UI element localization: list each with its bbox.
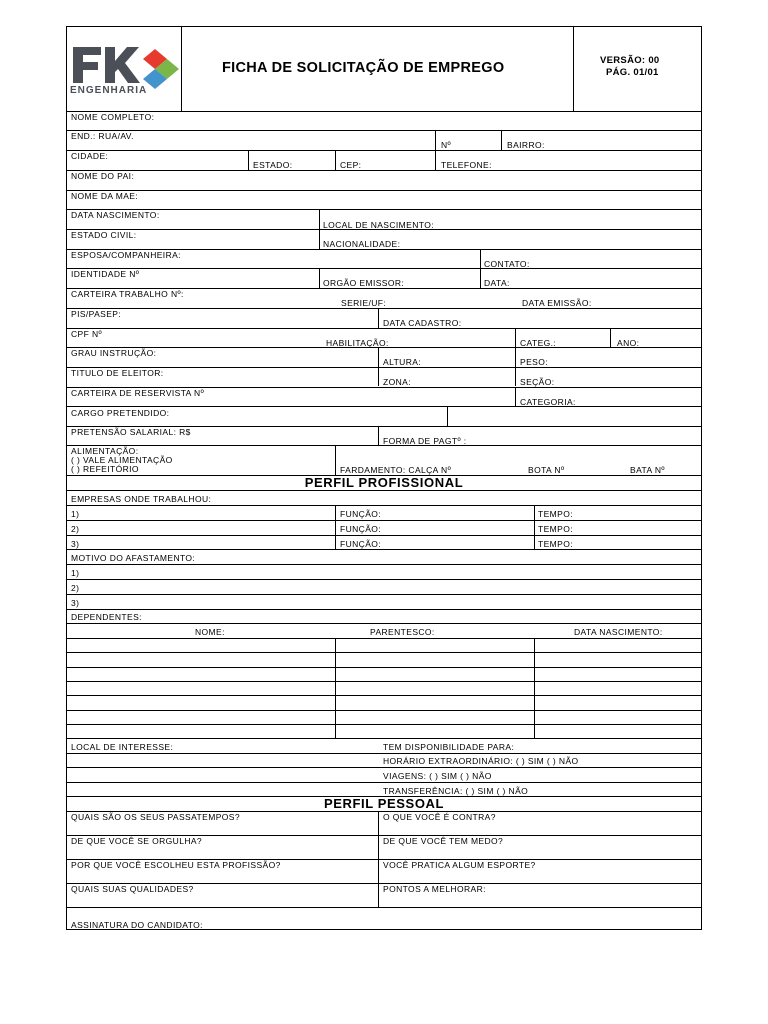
version-label: VERSÃO: 00 xyxy=(600,55,660,66)
field-esposa: ESPOSA/COMPANHEIRA: xyxy=(71,250,181,260)
field-dependentes: DEPENDENTES: xyxy=(71,612,142,622)
field-categoria: CATEGORIA: xyxy=(520,397,576,407)
question-orgulha: DE QUE VOCÊ SE ORGULHA? xyxy=(71,836,203,846)
field-identidade: IDENTIDADE Nº xyxy=(71,269,140,279)
field-data-cadastro: DATA CADASTRO: xyxy=(383,318,462,328)
empresa-item-3: 3) xyxy=(71,539,80,549)
field-estado: ESTADO: xyxy=(253,160,293,170)
field-local-nascimento: LOCAL DE NASCIMENTO: xyxy=(323,220,434,230)
option-horario[interactable]: HORÁRIO EXTRAORDINÁRIO: ( ) SIM ( ) NÃO xyxy=(383,756,579,766)
field-habilitacao: HABILITAÇÃO: xyxy=(326,338,389,348)
funcao-2: FUNÇÃO: xyxy=(340,524,382,534)
field-telefone: TELEFONE: xyxy=(441,160,492,170)
option-viagens[interactable]: VIAGENS: ( ) SIM ( ) NÃO xyxy=(383,771,492,781)
application-form xyxy=(66,26,702,930)
tempo-1: TEMPO: xyxy=(538,509,573,519)
question-qualidades: QUAIS SUAS QUALIDADES? xyxy=(71,884,194,894)
col-parentesco: PARENTESCO: xyxy=(370,627,435,637)
field-nome-completo: NOME COMPLETO: xyxy=(71,112,155,122)
field-cargo-pretendido: CARGO PRETENDIDO: xyxy=(71,408,170,418)
section-perfil-profissional: PERFIL PROFISSIONAL xyxy=(304,475,464,490)
field-data: DATA: xyxy=(484,278,510,288)
field-estado-civil: ESTADO CIVIL: xyxy=(71,230,137,240)
field-grau-instrucao: GRAU INSTRUÇÃO: xyxy=(71,348,157,358)
field-pretensao-salarial: PRETENSÃO SALARIAL: R$ xyxy=(71,427,191,437)
field-cep: CEP: xyxy=(340,160,362,170)
field-nome-pai: NOME DO PAI: xyxy=(71,171,135,181)
field-contato: CONTATO: xyxy=(484,259,530,269)
field-nome-mae: NOME DA MAE: xyxy=(71,191,139,201)
question-medo: DE QUE VOCÊ TEM MEDO? xyxy=(383,836,504,846)
page-label: PÁG. 01/01 xyxy=(606,67,659,78)
header-divider-right xyxy=(573,27,574,111)
option-transferencia[interactable]: TRANSFERÊNCIA: ( ) SIM ( ) NÃO xyxy=(383,786,529,796)
field-bairro: BAIRRO: xyxy=(507,140,545,150)
tempo-2: TEMPO: xyxy=(538,524,573,534)
field-altura: ALTURA: xyxy=(383,357,422,367)
field-fardamento: FARDAMENTO: CALÇA Nº xyxy=(340,465,452,475)
field-categ: CATEG.: xyxy=(520,338,557,348)
field-alimentacao: ALIMENTAÇÃO: xyxy=(71,446,139,456)
field-ano: ANO: xyxy=(617,338,640,348)
question-passatempos: QUAIS SÃO OS SEUS PASSATEMPOS? xyxy=(71,812,240,822)
field-numero: Nº xyxy=(441,140,452,150)
motivo-item-1: 1) xyxy=(71,568,80,578)
field-cpf: CPF Nº xyxy=(71,329,103,339)
field-empresas: EMPRESAS ONDE TRABALHOU: xyxy=(71,494,212,504)
field-carteira-reservista: CARTEIRA DE RESERVISTA Nº xyxy=(71,388,205,398)
funcao-1: FUNÇÃO: xyxy=(340,509,382,519)
empresa-item-1: 1) xyxy=(71,509,80,519)
motivo-item-2: 2) xyxy=(71,583,80,593)
funcao-3: FUNÇÃO: xyxy=(340,539,382,549)
header-divider-left xyxy=(181,27,182,111)
question-profissao: POR QUE VOCÊ ESCOLHEU ESTA PROFISSÃO? xyxy=(71,860,281,870)
field-pis-pasep: PIS/PASEP: xyxy=(71,309,122,319)
field-forma-pagto: FORMA DE PAGTº : xyxy=(383,436,467,446)
field-assinatura: ASSINATURA DO CANDIDATO: xyxy=(71,920,203,930)
form-title: FICHA DE SOLICITAÇÃO DE EMPREGO xyxy=(222,60,505,76)
field-bata: BATA Nº xyxy=(630,465,665,475)
option-vale-alimentacao[interactable]: ( ) VALE ALIMENTAÇÃO xyxy=(71,455,173,465)
field-data-nascimento: DATA NASCIMENTO: xyxy=(71,210,160,220)
col-nome: NOME: xyxy=(195,627,225,637)
col-data-nascimento: DATA NASCIMENTO: xyxy=(574,627,663,637)
section-perfil-pessoal: PERFIL PESSOAL xyxy=(323,796,445,811)
field-bota: BOTA Nº xyxy=(528,465,565,475)
version-info xyxy=(600,55,660,79)
field-local-interesse: LOCAL DE INTERESSE: xyxy=(71,742,174,752)
tempo-3: TEMPO: xyxy=(538,539,573,549)
field-peso: PESO: xyxy=(520,357,548,367)
logo-subtitle: ENGENHARIA xyxy=(70,85,148,96)
motivo-item-3: 3) xyxy=(71,598,80,608)
option-refeitorio[interactable]: ( ) REFEITÓRIO xyxy=(71,464,139,474)
field-carteira-trabalho: CARTEIRA TRABALHO Nº: xyxy=(71,289,184,299)
field-data-emissao: DATA EMISSÃO: xyxy=(522,298,592,308)
field-disponibilidade: TEM DISPONIBILIDADE PARA: xyxy=(383,742,515,752)
question-melhorar: PONTOS A MELHORAR: xyxy=(383,884,486,894)
question-esporte: VOCÊ PRATICA ALGUM ESPORTE? xyxy=(383,860,536,870)
field-cidade: CIDADE: xyxy=(71,151,109,161)
question-contra: O QUE VOCÊ É CONTRA? xyxy=(383,812,496,822)
empresa-item-2: 2) xyxy=(71,524,80,534)
field-zona: ZONA: xyxy=(383,377,411,387)
field-titulo-eleitor: TITULO DE ELEITOR: xyxy=(71,368,164,378)
field-secao: SEÇÃO: xyxy=(520,377,555,387)
field-endereco: END.: RUA/AV. xyxy=(71,131,134,141)
field-orgao-emissor: ORGÃO EMISSOR: xyxy=(323,278,405,288)
field-motivo: MOTIVO DO AFASTAMENTO: xyxy=(71,553,196,563)
field-nacionalidade: NACIONALIDADE: xyxy=(323,239,401,249)
field-serie-uf: SERIE/UF: xyxy=(341,298,387,308)
